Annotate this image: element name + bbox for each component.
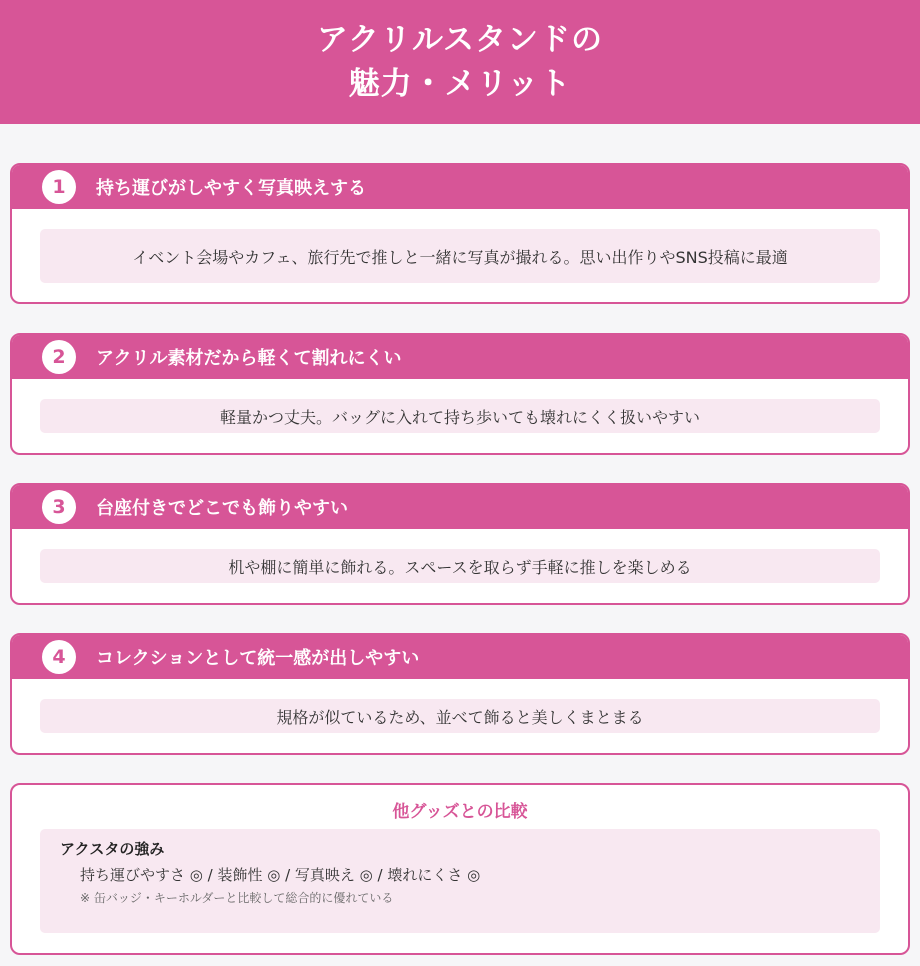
- page-header: [0, 0, 920, 124]
- merit-description: 規格が似ているため、並べて飾ると美しくまとまる: [40, 699, 880, 733]
- merit-description: 机や棚に簡単に飾れる。スペースを取らず手軽に推しを楽しめる: [40, 549, 880, 583]
- merit-title: 台座付きでどこでも飾りやすい: [96, 498, 348, 519]
- comparison-title: 他グッズとの比較: [392, 802, 528, 822]
- comparison-note: ※ 缶バッジ・キーホルダーと比較して総合的に優れている: [80, 891, 394, 905]
- merit-number-badge: 4: [42, 640, 76, 674]
- merit-number-badge: 3: [42, 490, 76, 524]
- merit-card-header: [12, 335, 908, 379]
- merit-card-header: [12, 635, 908, 679]
- strength-panel: [40, 829, 880, 933]
- comparison-card: [10, 783, 910, 955]
- strength-list: 持ち運びやすさ ◎ / 装飾性 ◎ / 写真映え ◎ / 壊れにくさ ◎: [80, 866, 481, 884]
- merit-title: 持ち運びがしやすく写真映えする: [96, 178, 366, 199]
- merit-card-1: [10, 163, 910, 304]
- merit-number-badge: 1: [42, 170, 76, 204]
- merit-card-4: [10, 633, 910, 755]
- merit-description: イベント会場やカフェ、旅行先で推しと一緒に写真が撮れる。思い出作りやSNS投稿に最適: [40, 229, 880, 283]
- page-title-line1: アクリルスタンドの: [316, 22, 604, 58]
- merit-description: 軽量かつ丈夫。バッグに入れて持ち歩いても壊れにくく扱いやすい: [40, 399, 880, 433]
- merit-number-badge: 2: [42, 340, 76, 374]
- merit-card-header: [12, 165, 908, 209]
- strength-heading: アクスタの強み: [60, 840, 165, 858]
- merit-title: アクリル素材だから軽くて割れにくい: [96, 348, 402, 369]
- page-title-line2: 魅力・メリット: [348, 66, 572, 102]
- merit-card-header: [12, 485, 908, 529]
- merit-card-2: [10, 333, 910, 455]
- merit-card-3: [10, 483, 910, 605]
- merit-title: コレクションとして統一感が出しやすい: [96, 648, 420, 669]
